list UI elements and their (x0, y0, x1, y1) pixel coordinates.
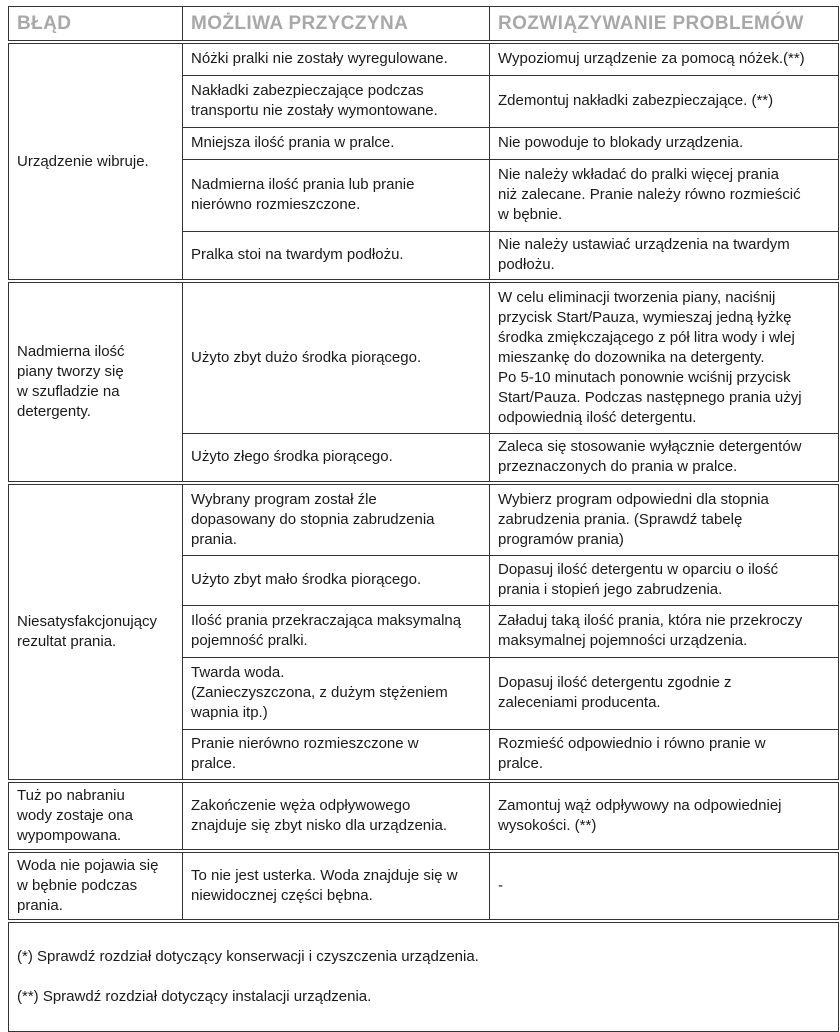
cause-cell: Zakończenie węża odpływowego znajduje się zbyt nisko dla urządzenia. (183, 781, 490, 851)
solution-cell: Zaleca się stosowanie wyłącznie detergentów przeznaczonych do prania w pralce. (490, 433, 839, 483)
cause-cell: Użyto zbyt dużo środka piorącego. (183, 281, 490, 433)
header-solution: ROZWIĄZYWANIE PROBLEMÓW (490, 7, 839, 43)
cause-cell: Mniejsza ilość prania w pralce. (183, 127, 490, 159)
cause-cell: Pranie nierówno rozmieszczone w pralce. (183, 729, 490, 781)
solution-cell: Rozmieść odpowiednio i równo pranie w pralce. (490, 729, 839, 781)
cause-cell: Twarda woda. (Zanieczyszczona, z dużym stężeniem wapnia itp.) (183, 657, 490, 729)
solution-cell: Wypoziomuj urządzenie za pomocą nóżek.(**) (490, 42, 839, 75)
solution-cell: Załaduj taką ilość prania, która nie przekroczy maksymalnej pojemności urządzenia. (490, 605, 839, 657)
solution-cell: Dopasuj ilość detergentu zgodnie z zaleceniami producenta. (490, 657, 839, 729)
solution-cell: - (490, 851, 839, 921)
table-header-row (9, 7, 839, 43)
solution-cell: W celu eliminacji tworzenia piany, naciśnij przycisk Start/Pauza, wymieszaj jedną łyżkę środka zmiękczającego z pół litra wody i wlej mieszankę do dozownika na detergenty. Po 5-10 minutach ponownie wciśnij przycisk Start/Pauza. Podczas następnego prania użyj odpowiednią ilość detergentu. (490, 281, 839, 433)
footnotes (9, 921, 839, 1032)
error-no-water-visible: Woda nie pojawia się w bębnie podczas prania. (9, 851, 183, 921)
troubleshooting-table (8, 6, 839, 1032)
solution-cell: Dopasuj ilość detergentu w oparciu o ilość prania i stopień jego zabrudzenia. (490, 555, 839, 605)
cause-cell: Pralka stoi na twardym podłożu. (183, 231, 490, 281)
error-poor-results: Niesatysfakcjonujący rezultat prania. (9, 483, 183, 781)
error-excess-foam: Nadmierna ilość piany tworzy się w szufladzie na detergenty. (9, 281, 183, 483)
table-row (9, 281, 839, 433)
cause-cell: Nóżki pralki nie zostały wyregulowane. (183, 42, 490, 75)
table-row (9, 781, 839, 851)
footnote-row (9, 921, 839, 1032)
solution-cell: Wybierz program odpowiedni dla stopnia zabrudzenia prania. (Sprawdź tabelę programów prania) (490, 483, 839, 555)
table-row (9, 42, 839, 75)
footnote-maintenance: (*) Sprawdź rozdział dotyczący konserwacji i czyszczenia urządzenia. (17, 948, 479, 965)
error-vibration: Urządzenie wibruje. (9, 42, 183, 281)
table-row (9, 483, 839, 555)
footnote-installation: (**) Sprawdź rozdział dotyczący instalacji urządzenia. (17, 988, 372, 1005)
header-error: BŁĄD (9, 7, 183, 43)
error-water-pumped-out: Tuż po nabraniu wody zostaje ona wypompowana. (9, 781, 183, 851)
cause-cell: To nie jest usterka. Woda znajduje się w niewidocznej części bębna. (183, 851, 490, 921)
solution-cell: Nie należy ustawiać urządzenia na twardym podłożu. (490, 231, 839, 281)
cause-cell: Użyto zbyt mało środka piorącego. (183, 555, 490, 605)
cause-cell: Nadmierna ilość prania lub pranie nierówno rozmieszczone. (183, 159, 490, 231)
solution-cell: Nie należy wkładać do pralki więcej prania niż zalecane. Pranie należy równo rozmieścić w bębnie. (490, 159, 839, 231)
solution-cell: Zamontuj wąż odpływowy na odpowiedniej wysokości. (**) (490, 781, 839, 851)
header-cause: MOŻLIWA PRZYCZYNA (183, 7, 490, 43)
table-row (9, 851, 839, 921)
solution-cell: Nie powoduje to blokady urządzenia. (490, 127, 839, 159)
cause-cell: Użyto złego środka piorącego. (183, 433, 490, 483)
solution-cell: Zdemontuj nakładki zabezpieczające. (**) (490, 75, 839, 127)
cause-cell: Wybrany program został źle dopasowany do stopnia zabrudzenia prania. (183, 483, 490, 555)
cause-cell: Nakładki zabezpieczające podczas transportu nie zostały wymontowane. (183, 75, 490, 127)
cause-cell: Ilość prania przekraczająca maksymalną pojemność pralki. (183, 605, 490, 657)
